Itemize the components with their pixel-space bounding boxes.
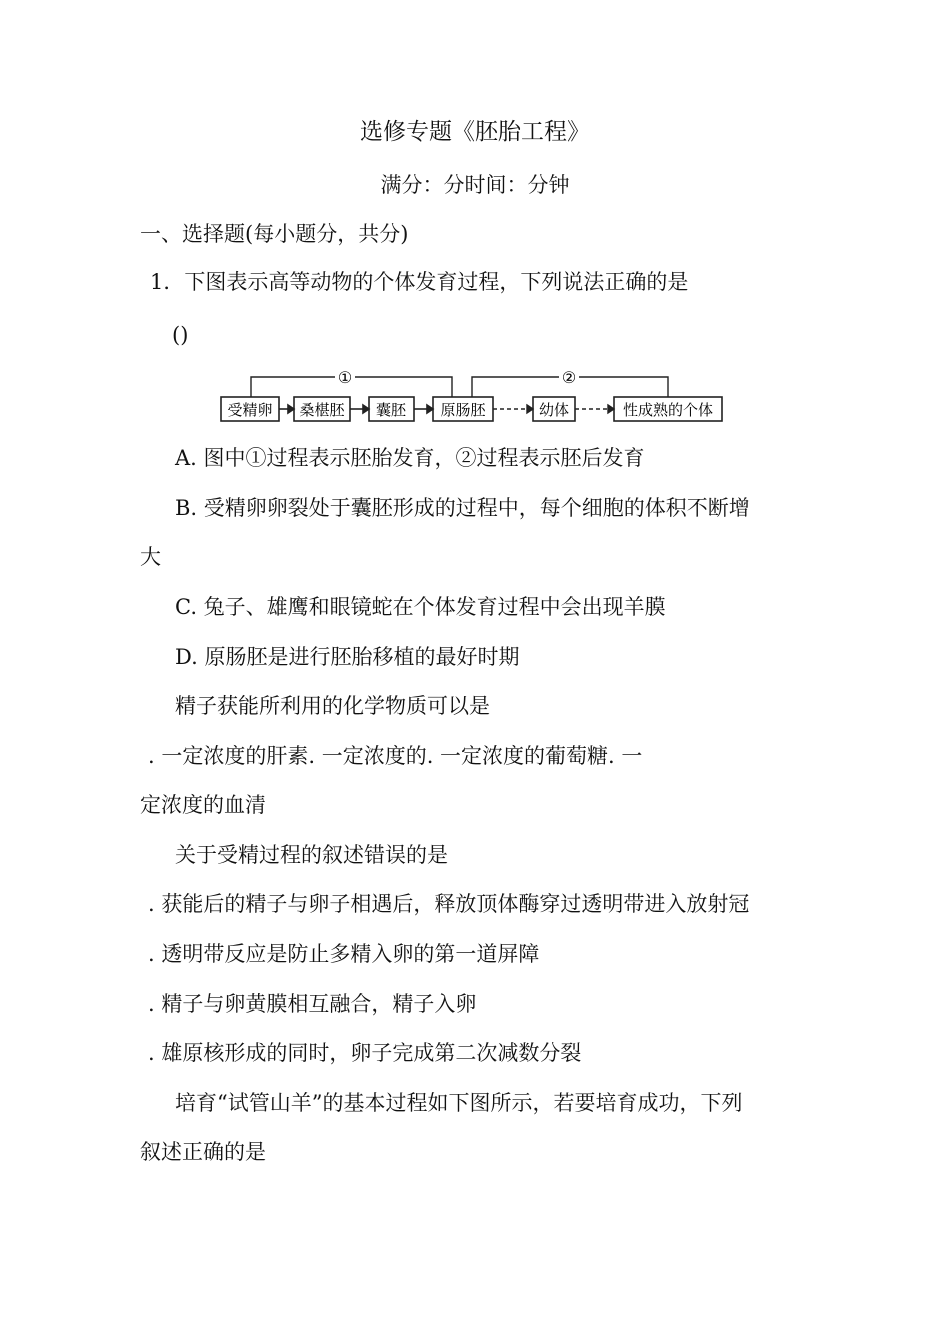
q4-stem-cont: 叙述正确的是 (140, 1140, 266, 1164)
stage-label-zygote: 受精卵 (227, 401, 273, 419)
q3-stem: 关于受精过程的叙述错误的是 (175, 843, 448, 867)
score-time-line: 满分：分时间：分钟 (380, 173, 570, 197)
q4-stem: 培育“试管山羊”的基本过程如下图所示，若要培育成功，下列 (175, 1091, 743, 1115)
stage-label-adult: 性成熟的个体 (622, 401, 714, 419)
stage-label-gastrula: 原肠胚 (440, 401, 486, 419)
q2-options-cont: 定浓度的血清 (140, 793, 266, 817)
q1-stem: 1．下图表示高等动物的个体发育过程，下列说法正确的是 (150, 270, 689, 294)
label-2: ② (561, 368, 577, 387)
q3-option-b: . 透明带反应是防止多精入卵的第一道屏障 (148, 942, 540, 966)
stage-label-blastocyst: 囊胚 (375, 401, 407, 419)
page-title: 选修专题《胚胎工程》 (360, 119, 590, 145)
q3-option-d: . 雄原核形成的同时，卵子完成第二次减数分裂 (148, 1041, 582, 1065)
q3-option-c: . 精子与卵黄膜相互融合，精子入卵 (148, 992, 477, 1016)
q1-option-d: D. 原肠胚是进行胚胎移植的最好时期 (175, 645, 520, 669)
q1-option-c: C. 兔子、雄鹰和眼镜蛇在个体发育过程中会出现羊膜 (175, 595, 666, 619)
section-heading: 一、选择题(每小题分，共分) (140, 222, 409, 246)
stage-label-morula: 桑椹胚 (299, 401, 345, 419)
q1-option-a: A. 图中①过程表示胚胎发育，②过程表示胚后发育 (175, 446, 645, 470)
label-1: ① (337, 368, 353, 387)
q1-option-b-cont: 大 (140, 545, 161, 569)
q3-option-a: . 获能后的精子与卵子相遇后，释放顶体酶穿过透明带进入放射冠 (148, 892, 750, 916)
development-process-diagram (218, 365, 728, 425)
q2-options: . 一定浓度的肝素. 一定浓度的. 一定浓度的葡萄糖. 一 (148, 744, 643, 768)
q1-answer-paren: () (172, 323, 189, 347)
stage-label-larva: 幼体 (538, 401, 570, 419)
q2-stem: 精子获能所利用的化学物质可以是 (175, 694, 490, 718)
q1-option-b: B. 受精卵卵裂处于囊胚形成的过程中，每个细胞的体积不断增 (175, 496, 750, 520)
